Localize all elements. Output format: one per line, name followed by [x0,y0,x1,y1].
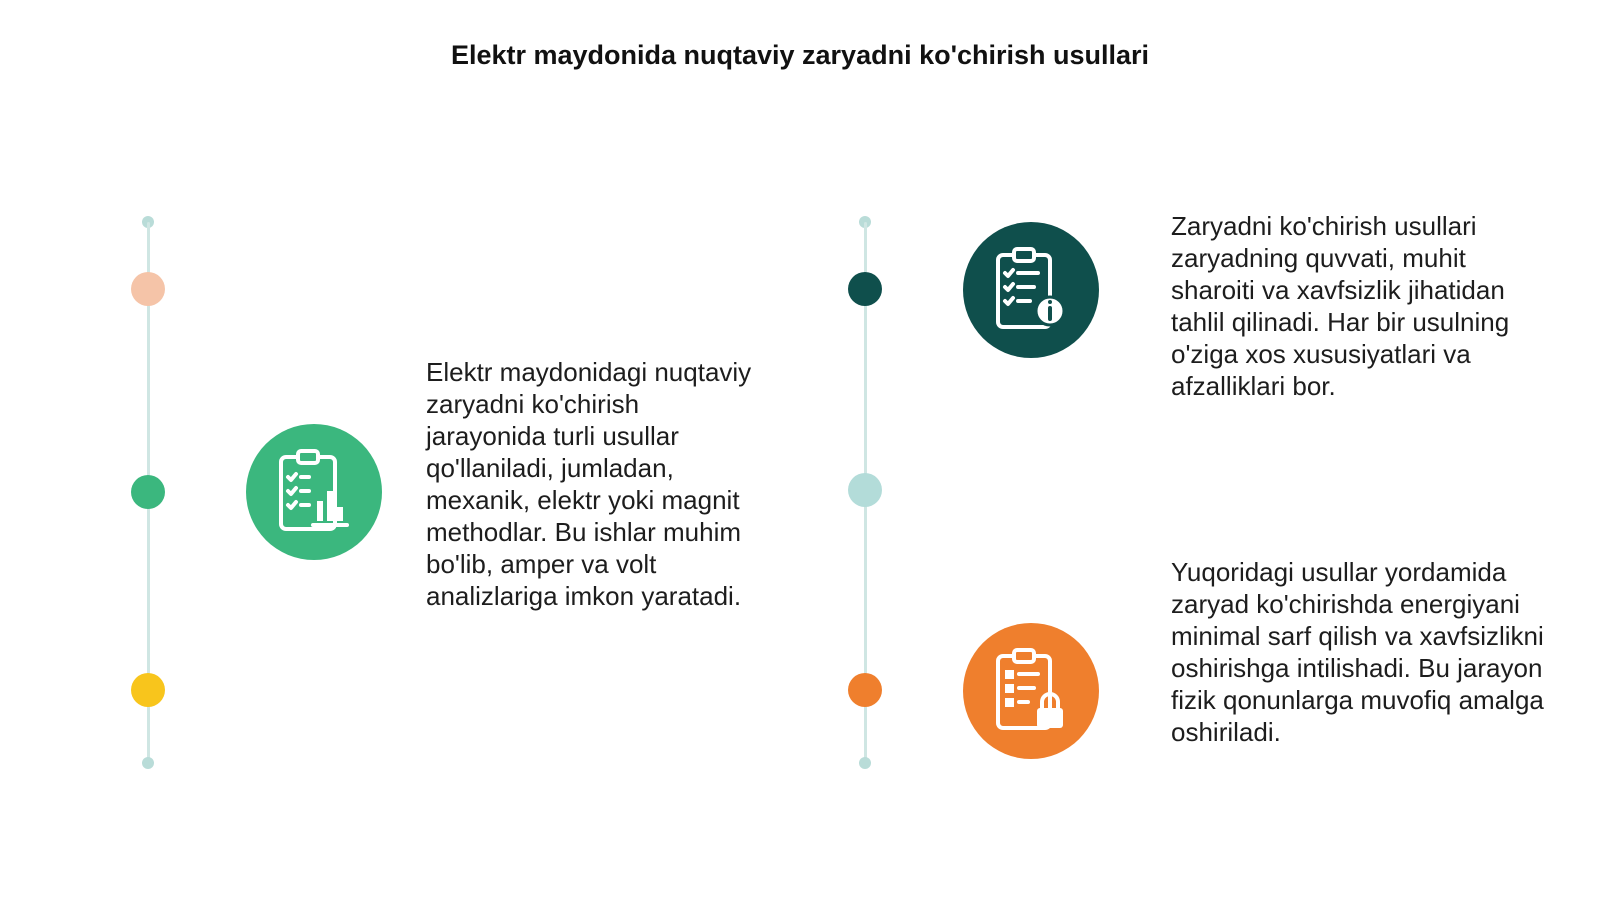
page-title: Elektr maydonida nuqtaviy zaryadni ko'chirish usullari [450,40,1150,70]
item-3-text: Yuqoridagi usullar yordamida zaryad ko'chirishda energiyani minimal sarf qilish va xavfsizlikni oshirishga intilishadi. Bu jarayon fizik qonunlarga muvofiq amalga oshiriladi. [1171,557,1544,747]
clipboard-info-icon [963,222,1099,358]
timeline-dot-peach [131,272,165,306]
timeline-dot-yellow [131,673,165,707]
timeline-end-dot [142,757,154,769]
item-2-text: Zaryadni ko'chirish usullari zaryadning quvvati, muhit sharoiti va xavfsizlik jihatidan tahlil qilinadi. Har bir usulning o'ziga xos xususiyatlari va afzalliklari bor. [1171,211,1510,401]
clipboard-chart-icon [246,424,382,560]
timeline-dot-teal-light [848,473,882,507]
timeline-dot-teal-dark [848,272,882,306]
clipboard-lock-icon [963,623,1099,759]
item-1-text: Elektr maydonidagi nuqtaviy zaryadni ko'chirish jarayonida turli usullar qo'llaniladi, jumladan, mexanik, elektr yoki magnit methodlar. Bu ishlar muhim bo'lib, amper va volt analizlariga imkon yaratadi. [426,357,752,611]
timeline-dot-orange [848,673,882,707]
timeline-end-dot [859,757,871,769]
timeline-dot-green [131,475,165,509]
